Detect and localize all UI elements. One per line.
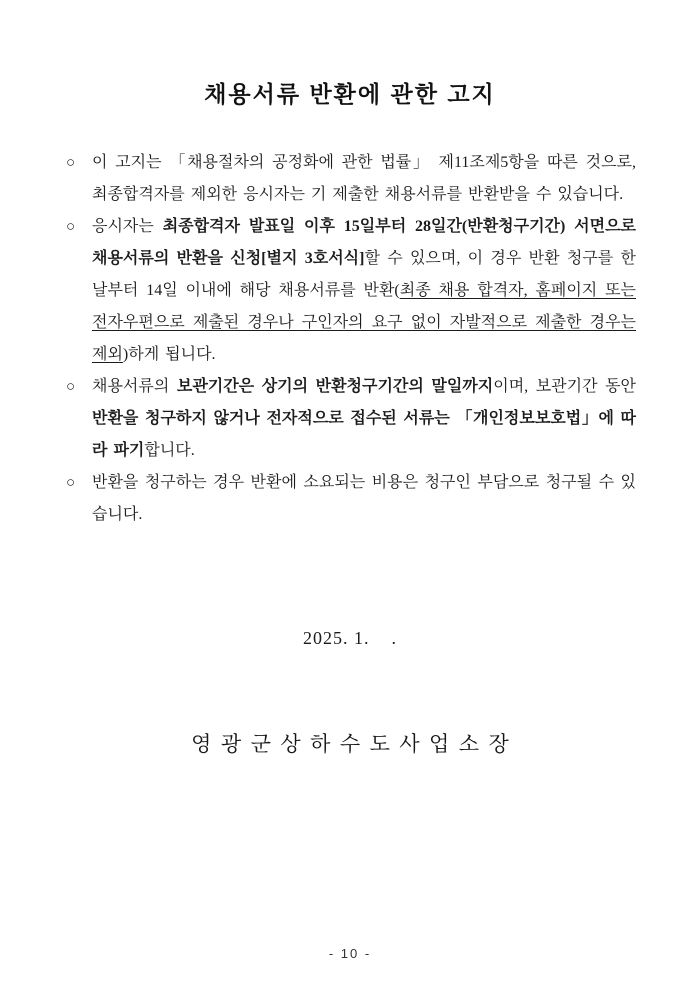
bullet-circle-icon: ○	[66, 155, 76, 171]
notice-text-segment: 응시자는	[92, 218, 163, 235]
bullet-text	[92, 467, 636, 531]
notice-text-segment: 보관기간은 상기의 반환청구기간의 말일까지	[176, 378, 494, 395]
date-line: 2025. 1. .	[303, 628, 397, 648]
notice-bullet	[66, 147, 636, 211]
notice-text-segment: 반환을 청구하는 경우 반환에 소요되는 비용은 청구인 부담으로 청구될 수 있습니다.	[92, 474, 636, 523]
notice-bullet	[66, 467, 636, 531]
notice-text-segment: )하게 됩니다.	[122, 346, 216, 363]
notice-list	[66, 147, 636, 531]
notice-text-segment: 최종합격자 발표일 이후 15일부터 28일간(반환청구기간) 서면으로 채용서류의 반환을 신청[별지 3호서식]	[92, 218, 637, 267]
notice-text-segment: 채용서류의	[92, 378, 177, 395]
notice-text-segment: 이 고지는 「채용절차의 공정화에 관한 법률」 제11조제5항을 따른 것으로, 최종합격자를 제외한 응시자는 기 제출한 채용서류를 반환받을 수 있습니다.	[92, 154, 636, 203]
notice-text-segment: 반환을 청구하지 않거나 전자적으로 접수된 서류는 「개인정보보호법」에 따라 파기	[92, 410, 636, 459]
signature-line: 영광군상하수도사업소장	[191, 732, 519, 756]
notice-bullet	[66, 211, 636, 371]
page-number: - 10 -	[328, 946, 372, 961]
bullet-text	[92, 371, 636, 467]
notice-text-segment: 할 수 있으며, 이 경우 반환 청구를 한 날부터 14일 이내에 해당 채용서류를 반환(	[92, 250, 636, 299]
bullet-circle-icon: ○	[66, 379, 76, 395]
bullet-circle-icon: ○	[66, 219, 76, 235]
notice-bullet	[66, 371, 636, 467]
bullet-text	[92, 147, 636, 211]
bullet-text	[92, 211, 636, 371]
notice-text-segment: 합니다.	[144, 442, 195, 459]
bullet-circle-icon: ○	[66, 475, 76, 491]
notice-text-segment: 최종 채용 합격자, 홈페이지 또는 전자우편으로 제출된 경우나 구인자의 요구 없이 자발적으로 제출한 경우는 제외	[92, 282, 636, 363]
document-title: 채용서류 반환에 관한 고지	[204, 81, 496, 107]
notice-text-segment: 이며, 보관기간 동안	[493, 378, 637, 395]
